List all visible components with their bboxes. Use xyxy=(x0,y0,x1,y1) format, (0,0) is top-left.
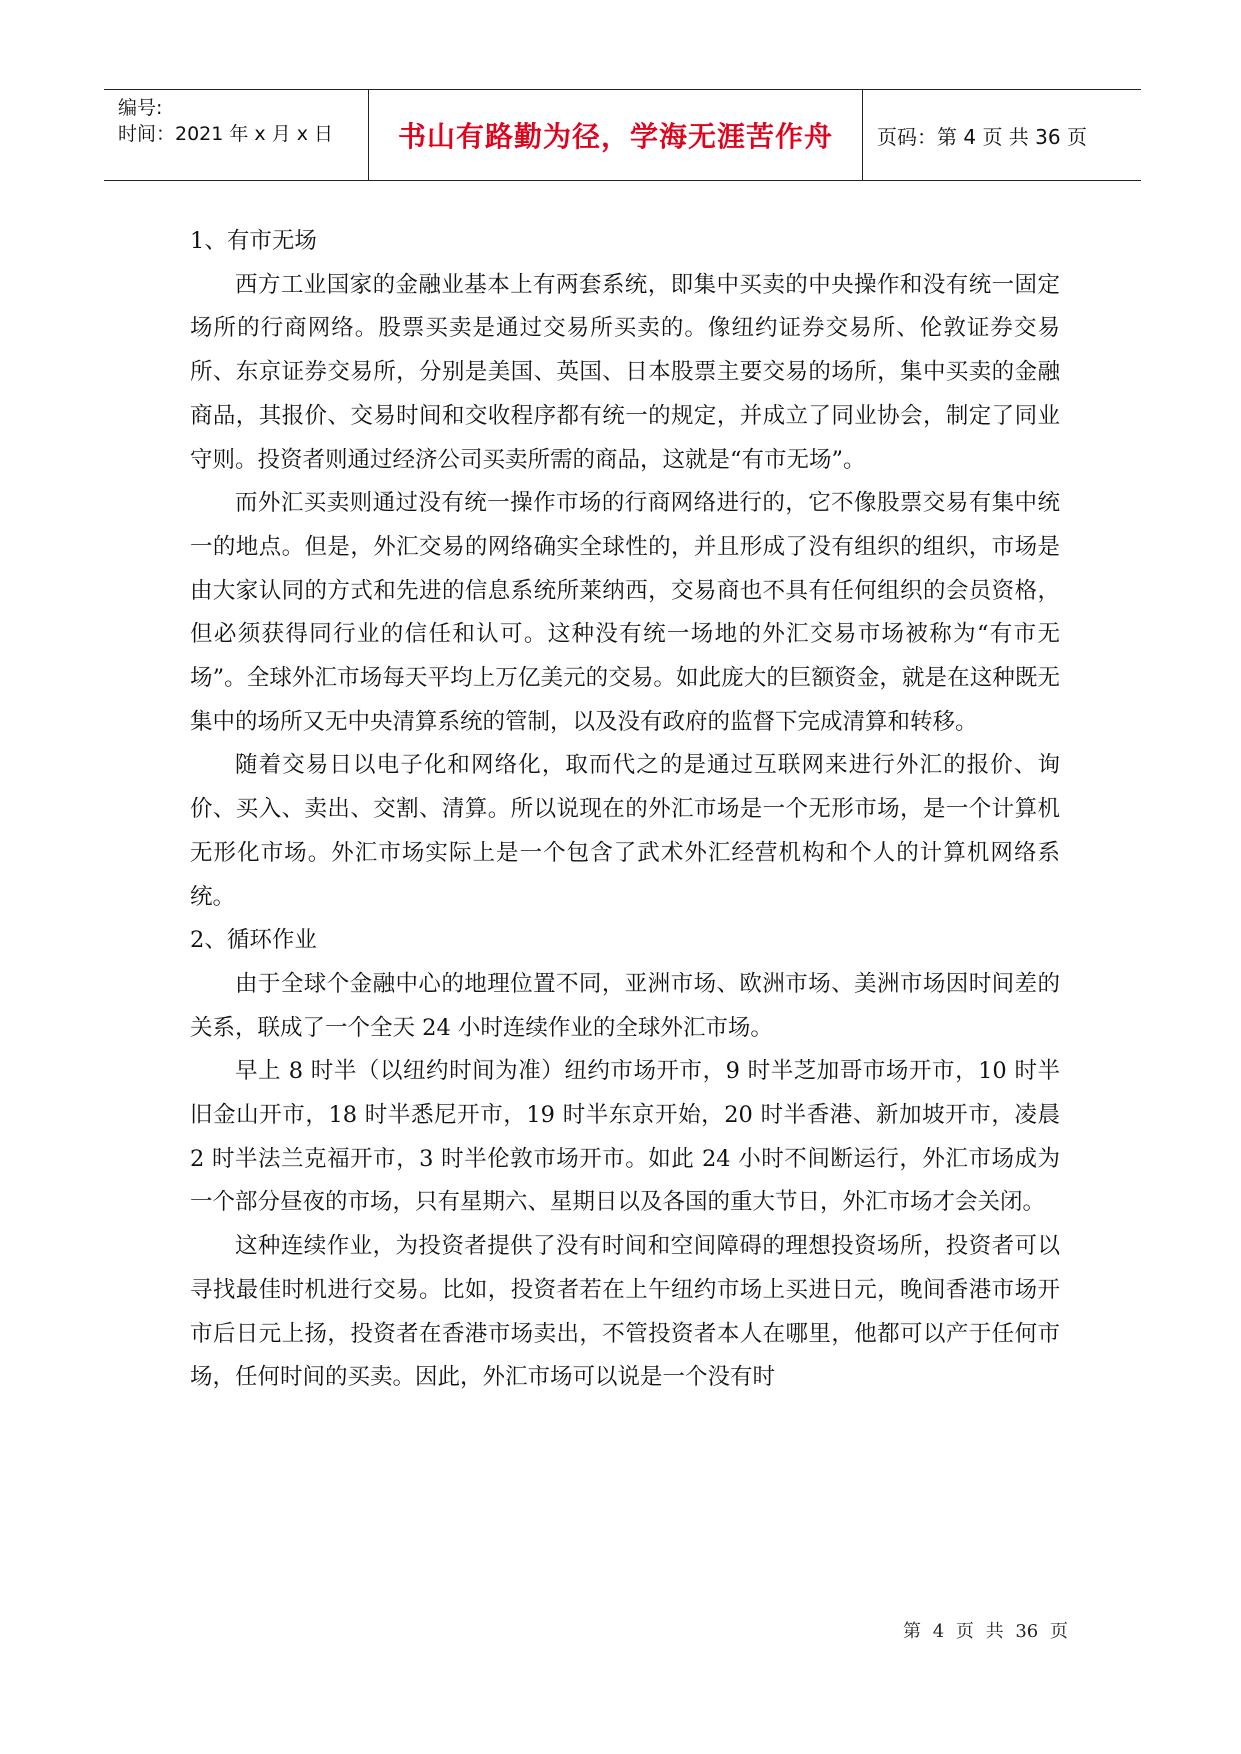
body-paragraph: 西方工业国家的金融业基本上有两套系统，即集中买卖的中央操作和没有统一固定场所的行商网络。股票买卖是通过交易所买卖的。像纽约证券交易所、伦敦证券交易所、东京证券交易所，分别是美国、英国、日本股票主要交易的场所，集中买卖的金融商品，其报价、交易时间和交收程序都有统一的规定，并成立了同业协会，制定了同业守则。投资者则通过经济公司买卖所需的商品，这就是“有市无场”。 xyxy=(190,271,1060,473)
document-body xyxy=(190,220,1060,1400)
body-paragraph: 由于全球个金融中心的地理位置不同，亚洲市场、欧洲市场、美洲市场因时间差的关系，联成了一个全天 24 小时连续作业的全球外汇市场。 xyxy=(190,970,1060,1041)
page-footer: 第 4 页 共 36 页 xyxy=(903,1621,1068,1642)
document-header xyxy=(104,89,1141,181)
header-page-info: 页码：第 4 页 共 36 页 xyxy=(877,124,1087,149)
body-paragraph: 随着交易日以电子化和网络化，取而代之的是通过互联网来进行外汇的报价、询价、买入、卖出、交割、清算。所以说现在的外汇市场是一个无形市场，是一个计算机无形化市场。外汇市场实际上是一个包含了武术外汇经营机构和个人的计算机网络系统。 xyxy=(190,752,1060,910)
section-heading: 2、循环作业 xyxy=(190,927,317,954)
document-time-label: 时间：2021 年 x 月 x 日 xyxy=(118,123,334,145)
body-paragraph: 早上 8 时半（以纽约时间为准）纽约市场开市，9 时半芝加哥市场开市，10 时半旧金山开市，18 时半悉尼开市，19 时半东京开始，20 时半香港、新加坡开市，凌晨 2 时半法兰克福开市，3 时半伦敦市场开市。如此 24 小时不间断运行，外汇市场成为一个部分昼夜的市场，只有星期六、星期日以及各国的重大节日，外汇市场才会关闭。 xyxy=(190,1058,1060,1216)
body-paragraph: 而外汇买卖则通过没有统一操作市场的行商网络进行的，它不像股票交易有集中统一的地点。但是，外汇交易的网络确实全球性的，并且形成了没有组织的组织，市场是由大家认同的方式和先进的信息系统所莱纳西，交易商也不具有任何组织的会员资格，但必须获得同行业的信任和认可。这种没有统一场地的外汇交易市场被称为“有市无场”。全球外汇市场每天平均上万亿美元的交易。如此庞大的巨额资金，就是在这种既无集中的场所又无中央清算系统的管制，以及没有政府的监督下完成清算和转移。 xyxy=(190,490,1060,735)
section-heading: 1、有市无场 xyxy=(190,228,317,254)
body-paragraph: 这种连续作业，为投资者提供了没有时间和空间障碍的理想投资场所，投资者可以寻找最佳时机进行交易。比如，投资者若在上午纽约市场上买进日元，晚间香港市场开市后日元上扬，投资者在香港市场卖出，不管投资者本人在哪里，他都可以产于任何市场，任何时间的买卖。因此，外汇市场可以说是一个没有时 xyxy=(190,1233,1060,1391)
header-motto: 书山有路勤为径，学海无涯苦作舟 xyxy=(369,90,863,180)
header-meta-cell xyxy=(104,90,369,180)
document-number-label: 编号: xyxy=(118,97,163,119)
